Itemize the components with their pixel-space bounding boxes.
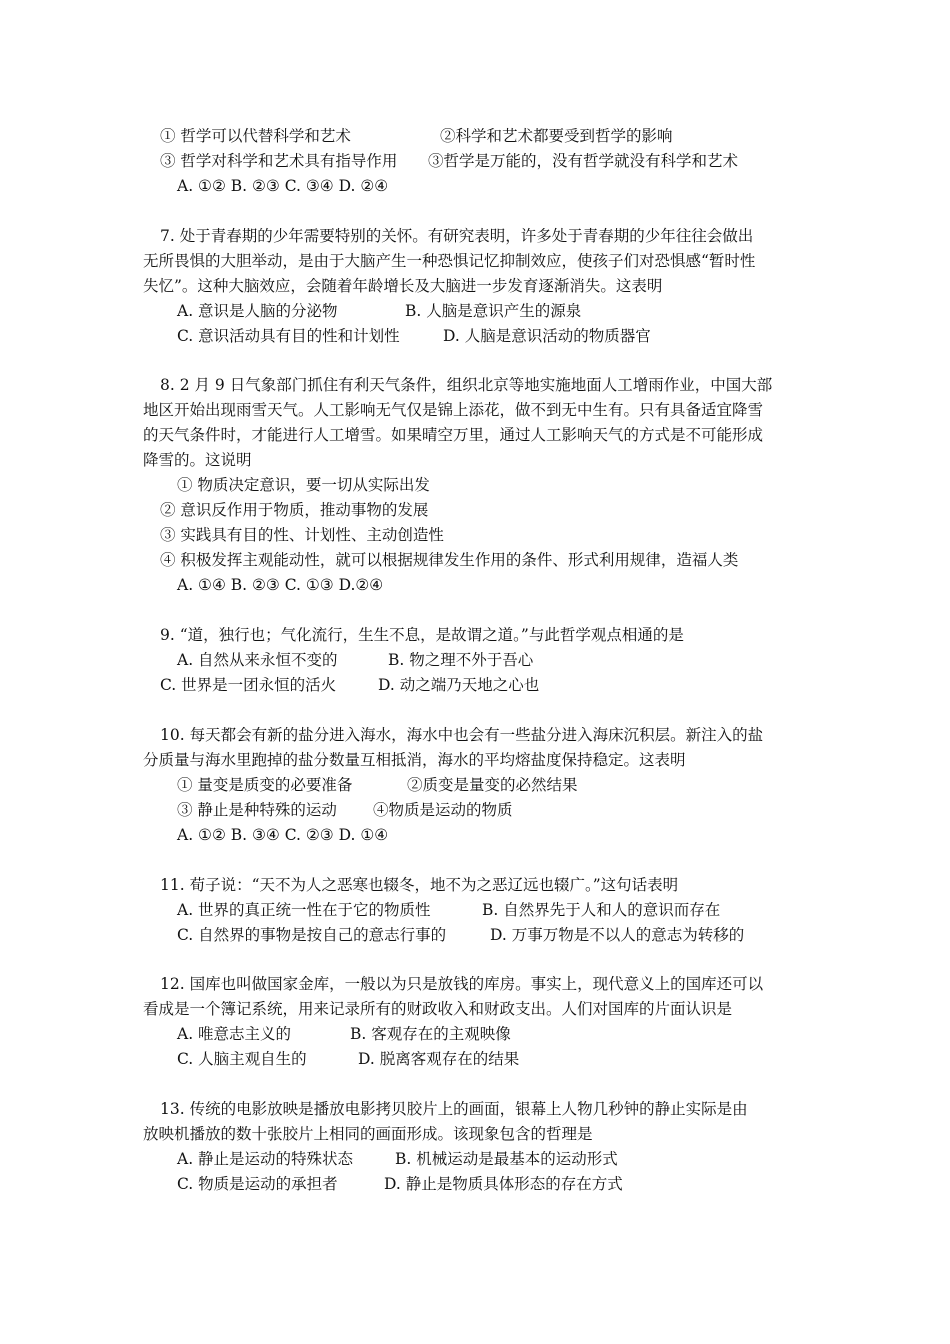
q12-option-a: A. 唯意志主义的 (177, 1025, 292, 1043)
q8-stem-line4: 降雪的。这说明 (143, 451, 252, 469)
q12-stem-line1: 12. 国库也叫做国家金库，一般以为只是放钱的库房。事实上，现代意义上的国库还可以 (160, 975, 764, 993)
q7-option-c: C. 意识活动具有目的性和计划性 (177, 327, 400, 345)
q11-option-d: D. 万事万物是不以人的意志为转移的 (490, 926, 745, 944)
q9-option-b: B. 物之理不外于吾心 (388, 651, 534, 669)
q11-option-c: C. 自然界的事物是按自己的意志行事的 (177, 926, 447, 944)
q6-item3: ③ 哲学对科学和艺术具有指导作用 (160, 152, 398, 170)
q8-item4: ④ 积极发挥主观能动性，就可以根据规律发生作用的条件、形式利用规律，造福人类 (160, 551, 739, 569)
q9-option-a: A. 自然从来永恒不变的 (177, 651, 338, 669)
q7-option-a: A. 意识是人脑的分泌物 (177, 302, 338, 320)
q12-option-b: B. 客观存在的主观映像 (350, 1025, 511, 1043)
q12-stem-line2: 看成是一个簿记系统，用来记录所有的财政收入和财政支出。人们对国库的片面认识是 (143, 1000, 733, 1018)
q8-item3: ③ 实践具有目的性、计划性、主动创造性 (160, 526, 444, 544)
q11-stem-line1: 11. 荀子说：“天不为人之恶寒也辍冬，地不为之恶辽远也辍广。”这句话表明 (160, 876, 679, 894)
q10-item1: ① 量变是质变的必要准备 (177, 776, 353, 794)
q12-option-d: D. 脱离客观存在的结果 (358, 1050, 520, 1068)
q13-option-b: B. 机械运动是最基本的运动形式 (395, 1150, 618, 1168)
q9-option-c: C. 世界是一团永恒的活火 (160, 676, 337, 694)
q10-stem-line2: 分质量与海水里跑掉的盐分数量互相抵消，海水的平均熔盐度保持稳定。这表明 (143, 751, 686, 769)
q10-stem-line1: 10. 每天都会有新的盐分进入海水，海水中也会有一些盐分进入海床沉积层。新注入的盐 (160, 726, 764, 744)
q7-stem-line1: 7. 处于青春期的少年需要特别的关怀。有研究表明，许多处于青春期的少年往往会做出 (160, 227, 754, 245)
q10-item2: ②质变是量变的必然结果 (407, 776, 578, 794)
q7-option-d: D. 人脑是意识活动的物质器官 (443, 327, 651, 345)
q6-item4: ③哲学是万能的，没有哲学就没有科学和艺术 (428, 152, 739, 170)
q8-stem-line2: 地区开始出现雨雪天气。人工影响无气仅是锦上添花，做不到无中生有。只有具备适宜降雪 (143, 401, 764, 419)
q13-option-c: C. 物质是运动的承担者 (177, 1175, 338, 1193)
q8-options: A. ①④ B. ②③ C. ①③ D.②④ (177, 576, 384, 594)
q11-option-a: A. 世界的真正统一性在于它的物质性 (177, 901, 431, 919)
q13-option-d: D. 静止是物质具体形态的存在方式 (384, 1175, 623, 1193)
q6-options: A. ①② B. ②③ C. ③④ D. ②④ (177, 177, 389, 195)
q7-stem-line3: 失忆”。这种大脑效应，会随着年龄增长及大脑进一步发育逐渐消失。这表明 (143, 277, 663, 295)
q13-stem-line1: 13. 传统的电影放映是播放电影拷贝胶片上的画面，银幕上人物几秒钟的静止实际是由 (160, 1100, 748, 1118)
q13-option-a: A. 静止是运动的特殊状态 (177, 1150, 354, 1168)
q12-option-c: C. 人脑主观自生的 (177, 1050, 307, 1068)
q13-stem-line2: 放映机播放的数十张胶片上相同的画面形成。该现象包含的哲理是 (143, 1125, 593, 1143)
q8-stem-line3: 的天气条件时，才能进行人工增雪。如果晴空万里，通过人工影响天气的方式是不可能形成 (143, 426, 764, 444)
q7-option-b: B. 人脑是意识产生的源泉 (405, 302, 582, 320)
q6-item1: ① 哲学可以代替科学和艺术 (160, 127, 351, 145)
q11-option-b: B. 自然界先于人和人的意识而存在 (482, 901, 721, 919)
q8-stem-line1: 8. 2 月 9 日气象部门抓住有利天气条件，组织北京等地实施地面人工增雨作业，中国大部 (160, 376, 773, 394)
q8-item1: ① 物质决定意识，要一切从实际出发 (177, 476, 430, 494)
q10-item4: ④物质是运动的物质 (373, 801, 513, 819)
q9-stem-line1: 9. “道，独行也；气化流行，生生不息，是故谓之道。”与此哲学观点相通的是 (160, 626, 684, 644)
q9-option-d: D. 动之端乃天地之心也 (378, 676, 540, 694)
q10-options: A. ①② B. ③④ C. ②③ D. ①④ (177, 826, 389, 844)
q6-item2: ②科学和艺术都要受到哲学的影响 (440, 127, 673, 145)
q10-item3: ③ 静止是种特殊的运动 (177, 801, 337, 819)
q8-item2: ② 意识反作用于物质，推动事物的发展 (160, 501, 429, 519)
q7-stem-line2: 无所畏惧的大胆举动，是由于大脑产生一种恐惧记忆抑制效应，使孩子们对恐惧感“暂时性 (143, 252, 756, 270)
